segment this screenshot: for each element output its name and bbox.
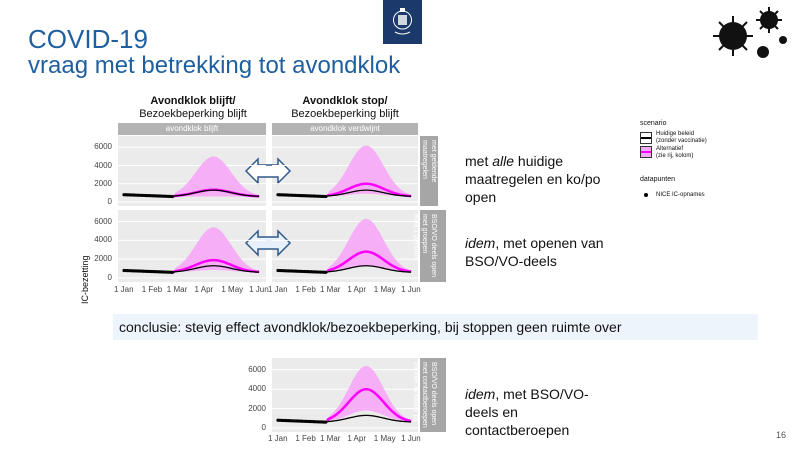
y-tick-label: 6000 bbox=[248, 364, 266, 374]
y-axis-label: IC-bezetting bbox=[80, 255, 90, 304]
strip-avondklok-blijft: avondklok blijft bbox=[118, 123, 266, 135]
y-tick-label: 6000 bbox=[94, 142, 112, 152]
uncertainty-band bbox=[326, 219, 411, 273]
slide-title: COVID-19 bbox=[28, 24, 148, 54]
x-tick-label: 1 Feb bbox=[295, 434, 316, 443]
legend-current-line1: Huidige beleid bbox=[656, 131, 695, 137]
x-tick-label: 1 Feb bbox=[295, 285, 316, 294]
row1-desc-pre: met bbox=[465, 153, 493, 169]
y-tick-label: 0 bbox=[107, 197, 112, 206]
strip-row3-line1: BSO/VO deels open bbox=[430, 362, 437, 426]
x-tick-label: 1 Apr bbox=[347, 434, 367, 443]
strip-row3-line3: zonder av.klok/1 ps bbox=[412, 362, 419, 422]
x-tick-label: 1 Jun bbox=[249, 285, 269, 294]
strip-row2-line3: max 1 persoon bbox=[412, 214, 419, 261]
row3-desc-post: , met BSO/VO-deels en contactberoepen bbox=[465, 386, 589, 438]
row1-desc-post: huidige maatregelen en ko/po open bbox=[465, 153, 601, 205]
legend-current-line2: (zonder vaccinatie) bbox=[656, 138, 707, 144]
strip-row3-line2: met contactberoepen bbox=[421, 362, 428, 428]
uncertainty-band bbox=[326, 145, 411, 196]
strip-row1-line1: met geldende bbox=[430, 140, 437, 183]
data-point bbox=[324, 271, 327, 274]
x-tick-label: 1 Apr bbox=[347, 285, 367, 294]
column-header-right-bold: Avondklok stop/ bbox=[302, 95, 388, 107]
y-tick-label: 6000 bbox=[94, 216, 112, 226]
y-tick-label: 0 bbox=[261, 423, 266, 432]
row1-desc-italic: alle bbox=[492, 153, 515, 169]
x-tick-label: 1 Apr bbox=[194, 285, 214, 294]
y-tick-label: 4000 bbox=[94, 160, 112, 170]
data-point bbox=[324, 195, 327, 198]
y-tick-label: 0 bbox=[107, 273, 112, 282]
data-point bbox=[171, 195, 174, 198]
x-tick-label: 1 Mar bbox=[320, 285, 341, 294]
row2-desc-post: , met openen van BSO/VO-deels bbox=[465, 235, 604, 269]
legend-points-title: datapunten bbox=[640, 176, 676, 183]
legend-alternative-line1: Alternatief bbox=[656, 146, 684, 152]
x-tick-label: 1 Jun bbox=[401, 434, 421, 443]
strip-row1-line2: maatregelen bbox=[421, 140, 428, 179]
legend-alternative-line2: (zie rij, kolom) bbox=[656, 153, 694, 159]
x-tick-label: 1 Feb bbox=[141, 285, 163, 294]
y-tick-label: 2000 bbox=[248, 403, 266, 413]
data-point bbox=[171, 271, 174, 274]
y-tick-label: 4000 bbox=[248, 384, 266, 394]
conclusion-box: conclusie: stevig effect avondklok/bezoekbeperking, bij stoppen geen ruimte over bbox=[113, 314, 758, 340]
x-tick-label: 1 Jan bbox=[268, 434, 288, 443]
strip-row2-line2: met groepen bbox=[421, 214, 428, 254]
column-header-right-normal: Bezoekbeperking blijft bbox=[291, 108, 399, 120]
y-tick-label: 4000 bbox=[94, 235, 112, 245]
column-header-left-bold: Avondklok blijft/ bbox=[150, 95, 236, 107]
x-tick-label: 1 Jan bbox=[114, 285, 134, 294]
x-tick-label: 1 Mar bbox=[320, 434, 341, 443]
page-number: 16 bbox=[776, 430, 787, 440]
data-point bbox=[324, 421, 327, 424]
y-tick-label: 2000 bbox=[94, 178, 112, 188]
x-tick-label: 1 May bbox=[373, 285, 396, 294]
legend-title: scenario bbox=[640, 120, 667, 127]
row2-desc-italic: idem bbox=[465, 235, 496, 251]
x-tick-label: 1 Jan bbox=[268, 285, 288, 294]
column-header-left-normal: Bezoekbeperking blijft bbox=[139, 108, 247, 120]
x-tick-label: 1 May bbox=[373, 434, 396, 443]
x-tick-label: 1 Mar bbox=[166, 285, 188, 294]
row3-desc-italic: idem bbox=[465, 386, 496, 402]
x-tick-label: 1 May bbox=[221, 285, 244, 294]
y-tick-label: 2000 bbox=[94, 254, 112, 264]
slide-subtitle: vraag met betrekking tot avondklok bbox=[28, 52, 401, 79]
legend-points-item: NICE IC-opnames bbox=[656, 192, 705, 198]
x-tick-label: 1 Jun bbox=[401, 285, 421, 294]
strip-row2-line1: BSO/VO deels open bbox=[430, 214, 437, 278]
strip-avondklok-verdwijnt: avondklok verdwijnt bbox=[272, 123, 418, 135]
